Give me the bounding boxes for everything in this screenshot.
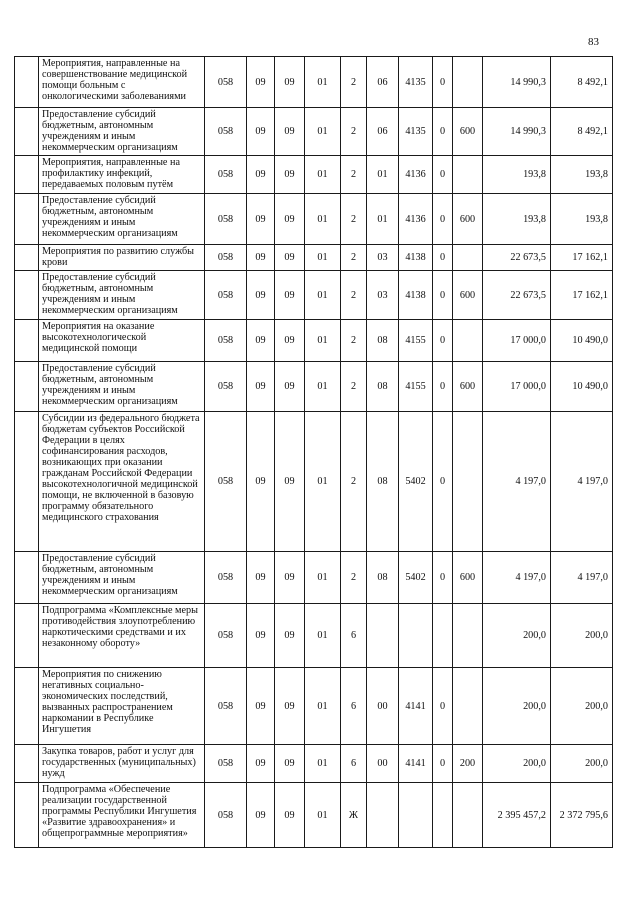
code-cell: 600 xyxy=(453,108,483,156)
code-cell: 08 xyxy=(367,362,399,412)
code-cell: 058 xyxy=(205,194,247,245)
code-cell: 09 xyxy=(275,412,305,552)
code-cell: 01 xyxy=(305,156,341,194)
code-cell: 09 xyxy=(247,194,275,245)
code-cell: 09 xyxy=(275,271,305,320)
empty-cell xyxy=(15,245,39,271)
amount-cell: 193,8 xyxy=(551,194,613,245)
code-cell: 0 xyxy=(433,108,453,156)
code-cell: 058 xyxy=(205,668,247,745)
code-cell xyxy=(453,156,483,194)
amount-cell: 4 197,0 xyxy=(483,552,551,604)
amount-cell: 193,8 xyxy=(483,156,551,194)
code-cell xyxy=(453,412,483,552)
code-cell xyxy=(367,783,399,848)
code-cell: 00 xyxy=(367,668,399,745)
amount-cell: 22 673,5 xyxy=(483,245,551,271)
code-cell: Ж xyxy=(341,783,367,848)
code-cell: 01 xyxy=(367,156,399,194)
table-row xyxy=(15,604,613,668)
amount-cell: 193,8 xyxy=(483,194,551,245)
amount-cell: 200,0 xyxy=(483,745,551,783)
code-cell: 01 xyxy=(305,783,341,848)
code-cell: 01 xyxy=(305,668,341,745)
empty-cell xyxy=(15,108,39,156)
item-name: Предоставление субсидий бюджетным, автономным учреждениям и иным некоммерческим организациям xyxy=(39,552,205,604)
code-cell: 058 xyxy=(205,245,247,271)
code-cell: 09 xyxy=(247,668,275,745)
code-cell: 0 xyxy=(433,745,453,783)
code-cell: 0 xyxy=(433,194,453,245)
code-cell: 01 xyxy=(305,412,341,552)
item-name: Подпрограмма «Обеспечение реализации государственной программы Республики Ингушетия «Развитие здравоохранения» и общепрограммные мероприятия» xyxy=(39,783,205,848)
code-cell: 600 xyxy=(453,194,483,245)
code-cell: 4135 xyxy=(399,108,433,156)
item-name: Мероприятия, направленные на профилактику инфекций, передаваемых половым путём xyxy=(39,156,205,194)
code-cell: 4141 xyxy=(399,668,433,745)
code-cell: 2 xyxy=(341,245,367,271)
amount-cell: 17 000,0 xyxy=(483,320,551,362)
code-cell: 09 xyxy=(247,245,275,271)
code-cell xyxy=(453,668,483,745)
code-cell: 09 xyxy=(275,783,305,848)
code-cell: 09 xyxy=(275,156,305,194)
empty-cell xyxy=(15,412,39,552)
code-cell: 09 xyxy=(247,604,275,668)
amount-cell: 14 990,3 xyxy=(483,57,551,108)
code-cell: 058 xyxy=(205,552,247,604)
code-cell: 09 xyxy=(247,552,275,604)
amount-cell: 200,0 xyxy=(551,745,613,783)
table-row xyxy=(15,57,613,108)
code-cell: 058 xyxy=(205,271,247,320)
amount-cell: 8 492,1 xyxy=(551,108,613,156)
table-row xyxy=(15,271,613,320)
code-cell: 4135 xyxy=(399,57,433,108)
amount-cell: 193,8 xyxy=(551,156,613,194)
code-cell: 09 xyxy=(275,604,305,668)
code-cell: 058 xyxy=(205,362,247,412)
code-cell: 4136 xyxy=(399,194,433,245)
code-cell: 09 xyxy=(247,412,275,552)
code-cell: 4138 xyxy=(399,245,433,271)
code-cell: 09 xyxy=(275,362,305,412)
code-cell: 01 xyxy=(305,552,341,604)
empty-cell xyxy=(15,668,39,745)
code-cell xyxy=(453,604,483,668)
code-cell: 00 xyxy=(367,745,399,783)
code-cell: 01 xyxy=(305,320,341,362)
code-cell xyxy=(453,320,483,362)
table-row xyxy=(15,362,613,412)
code-cell: 4136 xyxy=(399,156,433,194)
code-cell: 600 xyxy=(453,552,483,604)
table-row xyxy=(15,668,613,745)
empty-cell xyxy=(15,552,39,604)
empty-cell xyxy=(15,271,39,320)
code-cell: 0 xyxy=(433,245,453,271)
code-cell: 01 xyxy=(305,362,341,412)
amount-cell: 10 490,0 xyxy=(551,320,613,362)
item-name: Субсидии из федерального бюджета бюджетам субъектов Российской Федерации в целях софинансирования расходов, возникающих при оказании гражданам Российской Федерации высокотехнологичной медицинской помощи, не включенной в базовую программу обязательного медицинского страхования xyxy=(39,412,205,552)
amount-cell: 4 197,0 xyxy=(483,412,551,552)
code-cell: 058 xyxy=(205,320,247,362)
code-cell: 6 xyxy=(341,604,367,668)
item-name: Мероприятия, направленные на совершенствование медицинской помощи больным с онкологическими заболеваниями xyxy=(39,57,205,108)
item-name: Закупка товаров, работ и услуг для государственных (муниципальных) нужд xyxy=(39,745,205,783)
code-cell: 0 xyxy=(433,271,453,320)
code-cell: 09 xyxy=(275,57,305,108)
code-cell: 09 xyxy=(247,783,275,848)
code-cell: 5402 xyxy=(399,552,433,604)
code-cell: 09 xyxy=(247,271,275,320)
page-number: 83 xyxy=(588,36,599,48)
table-row xyxy=(15,156,613,194)
code-cell: 0 xyxy=(433,668,453,745)
code-cell: 01 xyxy=(305,745,341,783)
code-cell: 058 xyxy=(205,412,247,552)
item-name: Предоставление субсидий бюджетным, автономным учреждениям и иным некоммерческим организациям xyxy=(39,108,205,156)
code-cell: 5402 xyxy=(399,412,433,552)
code-cell: 0 xyxy=(433,156,453,194)
table-row xyxy=(15,194,613,245)
code-cell: 06 xyxy=(367,108,399,156)
empty-cell xyxy=(15,320,39,362)
code-cell: 09 xyxy=(247,320,275,362)
code-cell: 058 xyxy=(205,57,247,108)
code-cell: 01 xyxy=(305,271,341,320)
code-cell: 600 xyxy=(453,271,483,320)
table-row xyxy=(15,245,613,271)
code-cell: 6 xyxy=(341,668,367,745)
item-name: Предоставление субсидий бюджетным, автономным учреждениям и иным некоммерческим организациям xyxy=(39,362,205,412)
code-cell: 2 xyxy=(341,412,367,552)
code-cell: 2 xyxy=(341,108,367,156)
code-cell: 0 xyxy=(433,412,453,552)
code-cell xyxy=(433,604,453,668)
budget-table xyxy=(14,56,613,848)
code-cell: 08 xyxy=(367,412,399,552)
empty-cell xyxy=(15,57,39,108)
code-cell: 6 xyxy=(341,745,367,783)
code-cell: 058 xyxy=(205,156,247,194)
code-cell: 2 xyxy=(341,271,367,320)
code-cell: 09 xyxy=(275,745,305,783)
code-cell: 600 xyxy=(453,362,483,412)
code-cell: 058 xyxy=(205,108,247,156)
code-cell: 4141 xyxy=(399,745,433,783)
amount-cell: 17 162,1 xyxy=(551,245,613,271)
amount-cell: 10 490,0 xyxy=(551,362,613,412)
code-cell: 09 xyxy=(247,362,275,412)
item-name: Подпрограмма «Комплексные меры противодействия злоупотреблению наркотическими средствами и их незаконному обороту» xyxy=(39,604,205,668)
code-cell: 058 xyxy=(205,783,247,848)
code-cell: 09 xyxy=(247,745,275,783)
code-cell: 0 xyxy=(433,362,453,412)
code-cell xyxy=(399,783,433,848)
amount-cell: 4 197,0 xyxy=(551,552,613,604)
amount-cell: 17 000,0 xyxy=(483,362,551,412)
code-cell: 08 xyxy=(367,552,399,604)
code-cell xyxy=(453,245,483,271)
table-row xyxy=(15,412,613,552)
code-cell: 01 xyxy=(305,604,341,668)
code-cell: 2 xyxy=(341,320,367,362)
empty-cell xyxy=(15,745,39,783)
code-cell xyxy=(433,783,453,848)
code-cell xyxy=(367,604,399,668)
code-cell: 09 xyxy=(275,194,305,245)
code-cell: 03 xyxy=(367,271,399,320)
item-name: Мероприятия на оказание высокотехнологической медицинской помощи xyxy=(39,320,205,362)
code-cell: 2 xyxy=(341,194,367,245)
code-cell xyxy=(399,604,433,668)
code-cell: 4155 xyxy=(399,362,433,412)
amount-cell: 200,0 xyxy=(551,604,613,668)
code-cell: 09 xyxy=(275,668,305,745)
code-cell: 2 xyxy=(341,552,367,604)
code-cell: 01 xyxy=(305,245,341,271)
code-cell: 4138 xyxy=(399,271,433,320)
amount-cell: 14 990,3 xyxy=(483,108,551,156)
amount-cell: 200,0 xyxy=(483,604,551,668)
code-cell xyxy=(453,57,483,108)
code-cell xyxy=(453,783,483,848)
code-cell: 2 xyxy=(341,156,367,194)
code-cell: 2 xyxy=(341,57,367,108)
empty-cell xyxy=(15,156,39,194)
code-cell: 0 xyxy=(433,320,453,362)
code-cell: 08 xyxy=(367,320,399,362)
code-cell: 09 xyxy=(275,245,305,271)
code-cell: 09 xyxy=(247,108,275,156)
code-cell: 09 xyxy=(247,156,275,194)
amount-cell: 22 673,5 xyxy=(483,271,551,320)
code-cell: 03 xyxy=(367,245,399,271)
amount-cell: 4 197,0 xyxy=(551,412,613,552)
code-cell: 01 xyxy=(305,57,341,108)
amount-cell: 200,0 xyxy=(483,668,551,745)
code-cell: 06 xyxy=(367,57,399,108)
table-row xyxy=(15,745,613,783)
table-row xyxy=(15,108,613,156)
code-cell: 01 xyxy=(305,108,341,156)
code-cell: 09 xyxy=(247,57,275,108)
item-name: Предоставление субсидий бюджетным, автономным учреждениям и иным некоммерческим организациям xyxy=(39,271,205,320)
code-cell: 09 xyxy=(275,552,305,604)
table-row xyxy=(15,552,613,604)
code-cell: 09 xyxy=(275,108,305,156)
item-name: Мероприятия по развитию службы крови xyxy=(39,245,205,271)
code-cell: 01 xyxy=(367,194,399,245)
empty-cell xyxy=(15,362,39,412)
code-cell: 0 xyxy=(433,552,453,604)
code-cell: 01 xyxy=(305,194,341,245)
amount-cell: 17 162,1 xyxy=(551,271,613,320)
empty-cell xyxy=(15,604,39,668)
amount-cell: 2 395 457,2 xyxy=(483,783,551,848)
item-name: Предоставление субсидий бюджетным, автономным учреждениям и иным некоммерческим организациям xyxy=(39,194,205,245)
empty-cell xyxy=(15,194,39,245)
code-cell: 200 xyxy=(453,745,483,783)
code-cell: 09 xyxy=(275,320,305,362)
table-row xyxy=(15,783,613,848)
empty-cell xyxy=(15,783,39,848)
amount-cell: 200,0 xyxy=(551,668,613,745)
code-cell: 058 xyxy=(205,745,247,783)
amount-cell: 2 372 795,6 xyxy=(551,783,613,848)
code-cell: 058 xyxy=(205,604,247,668)
code-cell: 4155 xyxy=(399,320,433,362)
code-cell: 0 xyxy=(433,57,453,108)
code-cell: 2 xyxy=(341,362,367,412)
item-name: Мероприятия по снижению негативных социально-экономических последствий, вызванных распространением наркомании в Республике Ингушетия xyxy=(39,668,205,745)
amount-cell: 8 492,1 xyxy=(551,57,613,108)
table-row xyxy=(15,320,613,362)
